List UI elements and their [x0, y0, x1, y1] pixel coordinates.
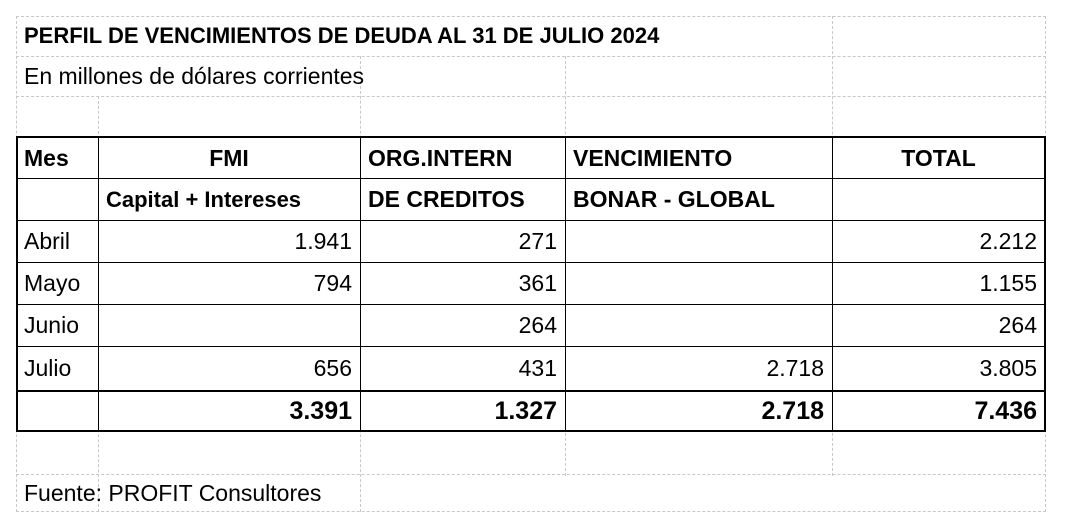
header-fmi: FMI — [209, 144, 249, 171]
row-org: 431 — [518, 355, 557, 381]
row-month: Mayo — [24, 270, 81, 296]
header-org-sub: DE CREDITOS — [368, 186, 525, 212]
header-vencimiento: VENCIMIENTO — [573, 144, 733, 171]
source-note: Fuente: PROFIT Consultores — [24, 479, 322, 506]
debt-maturity-table — [16, 16, 1046, 512]
total-fmi: 3.391 — [289, 396, 352, 425]
row-vencimiento: 2.718 — [766, 355, 824, 381]
row-fmi: 656 — [313, 355, 352, 381]
total-org: 1.327 — [494, 396, 557, 425]
row-total: 3.805 — [979, 355, 1037, 381]
row-fmi — [98, 305, 360, 346]
page-title: PERFIL DE VENCIMIENTOS DE DEUDA AL 31 DE JULIO 2024 — [24, 23, 660, 48]
table-border-bottom — [16, 430, 1046, 432]
row-org: 271 — [518, 228, 557, 254]
row-total: 2.212 — [979, 228, 1037, 254]
grand-total: 7.436 — [974, 396, 1037, 425]
row-org: 361 — [518, 270, 557, 296]
header-vencimiento-sub: BONAR - GLOBAL — [573, 186, 775, 212]
header-org: ORG.INTERN — [368, 144, 513, 171]
row-org: 264 — [518, 312, 557, 338]
row-month: Julio — [24, 355, 72, 381]
row-month: Junio — [24, 312, 79, 338]
header-mes: Mes — [24, 144, 69, 171]
grid-line — [16, 511, 1046, 512]
total-vencimiento: 2.718 — [761, 396, 824, 425]
row-month: Abril — [24, 228, 71, 254]
header-total: TOTAL — [901, 144, 976, 171]
row-total: 264 — [998, 312, 1037, 338]
row-total: 1.155 — [979, 270, 1037, 296]
row-fmi: 1.941 — [294, 228, 352, 254]
row-vencimiento — [565, 263, 832, 304]
grid-line — [16, 96, 1046, 97]
page-subtitle: En millones de dólares corrientes — [24, 62, 365, 89]
row-vencimiento — [565, 221, 832, 262]
row-fmi: 794 — [313, 270, 352, 296]
row-vencimiento — [565, 305, 832, 346]
header-fmi-sub: Capital + Intereses — [106, 186, 302, 212]
